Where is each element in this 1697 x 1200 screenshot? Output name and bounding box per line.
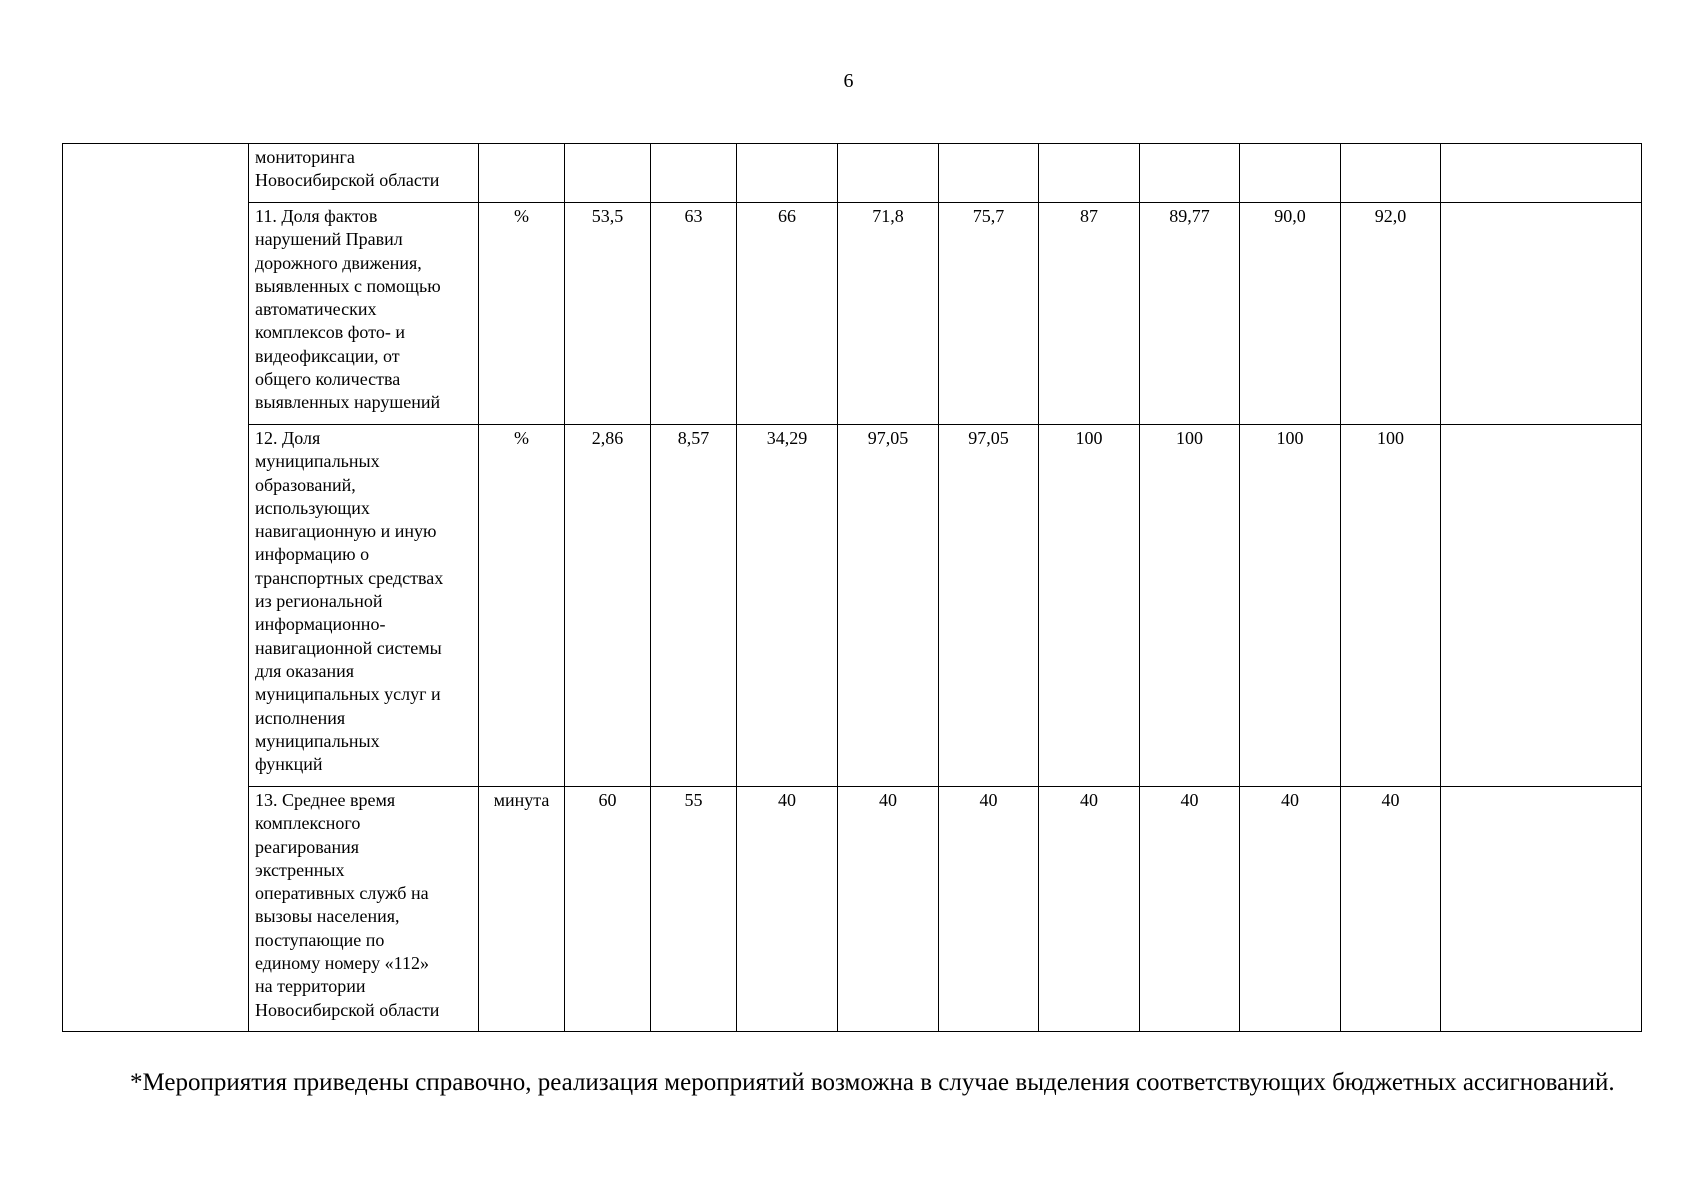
table-row [63, 425, 1642, 787]
indicator-name-cell: мониторинга Новосибирской области [249, 144, 479, 203]
indicators-table [62, 143, 1642, 1032]
table-row [63, 787, 1642, 1032]
value-cell: 100 [1240, 425, 1341, 787]
value-cell: 87 [1039, 203, 1140, 425]
indicator-name-cell: 13. Среднее время комплексного реагирования экстренных оперативных служб на вызовы населения, поступающие по единому номеру «112» на территории Новосибирской области [249, 787, 479, 1032]
unit-cell: % [479, 203, 565, 425]
note-cell [1441, 203, 1642, 425]
value-cell: 2,86 [565, 425, 651, 787]
value-cell [565, 144, 651, 203]
footnote-text: *Мероприятия приведены справочно, реализация мероприятий возможна в случае выделения соответствующих бюджетных ассигнований. [130, 1069, 1615, 1096]
table-row [63, 144, 1642, 203]
value-cell: 40 [1140, 787, 1240, 1032]
value-cell [939, 144, 1039, 203]
value-cell: 40 [1039, 787, 1140, 1032]
value-cell [1341, 144, 1441, 203]
note-cell [1441, 425, 1642, 787]
note-cell [1441, 787, 1642, 1032]
table-row [63, 203, 1642, 425]
value-cell: 34,29 [737, 425, 838, 787]
value-cell: 89,77 [1140, 203, 1240, 425]
value-cell: 40 [838, 787, 939, 1032]
value-cell: 8,57 [651, 425, 737, 787]
value-cell: 40 [737, 787, 838, 1032]
indicator-name-cell: 12. Доля муниципальных образований, использующих навигационную и иную информацию о транспортных средствах из региональной информационно- навигационной системы для оказания муниципальных услуг и исполнения муниципальных функций [249, 425, 479, 787]
value-cell: 100 [1039, 425, 1140, 787]
program-goal-cell [63, 144, 249, 1032]
unit-cell: минута [479, 787, 565, 1032]
value-cell: 40 [1341, 787, 1441, 1032]
value-cell: 63 [651, 203, 737, 425]
value-cell: 92,0 [1341, 203, 1441, 425]
value-cell [1140, 144, 1240, 203]
value-cell [838, 144, 939, 203]
value-cell: 60 [565, 787, 651, 1032]
page-number: 6 [843, 70, 854, 92]
indicator-name-cell: 11. Доля фактов нарушений Правил дорожного движения, выявленных с помощью автоматических комплексов фото- и видеофиксации, от общего количества выявленных нарушений [249, 203, 479, 425]
unit-cell: % [479, 425, 565, 787]
value-cell: 40 [1240, 787, 1341, 1032]
value-cell [1240, 144, 1341, 203]
value-cell: 71,8 [838, 203, 939, 425]
value-cell: 97,05 [838, 425, 939, 787]
value-cell [1039, 144, 1140, 203]
value-cell: 40 [939, 787, 1039, 1032]
value-cell: 53,5 [565, 203, 651, 425]
value-cell: 75,7 [939, 203, 1039, 425]
value-cell: 90,0 [1240, 203, 1341, 425]
value-cell: 55 [651, 787, 737, 1032]
value-cell: 66 [737, 203, 838, 425]
unit-cell [479, 144, 565, 203]
note-cell [1441, 144, 1642, 203]
value-cell: 97,05 [939, 425, 1039, 787]
value-cell: 100 [1341, 425, 1441, 787]
value-cell [651, 144, 737, 203]
value-cell: 100 [1140, 425, 1240, 787]
value-cell [737, 144, 838, 203]
